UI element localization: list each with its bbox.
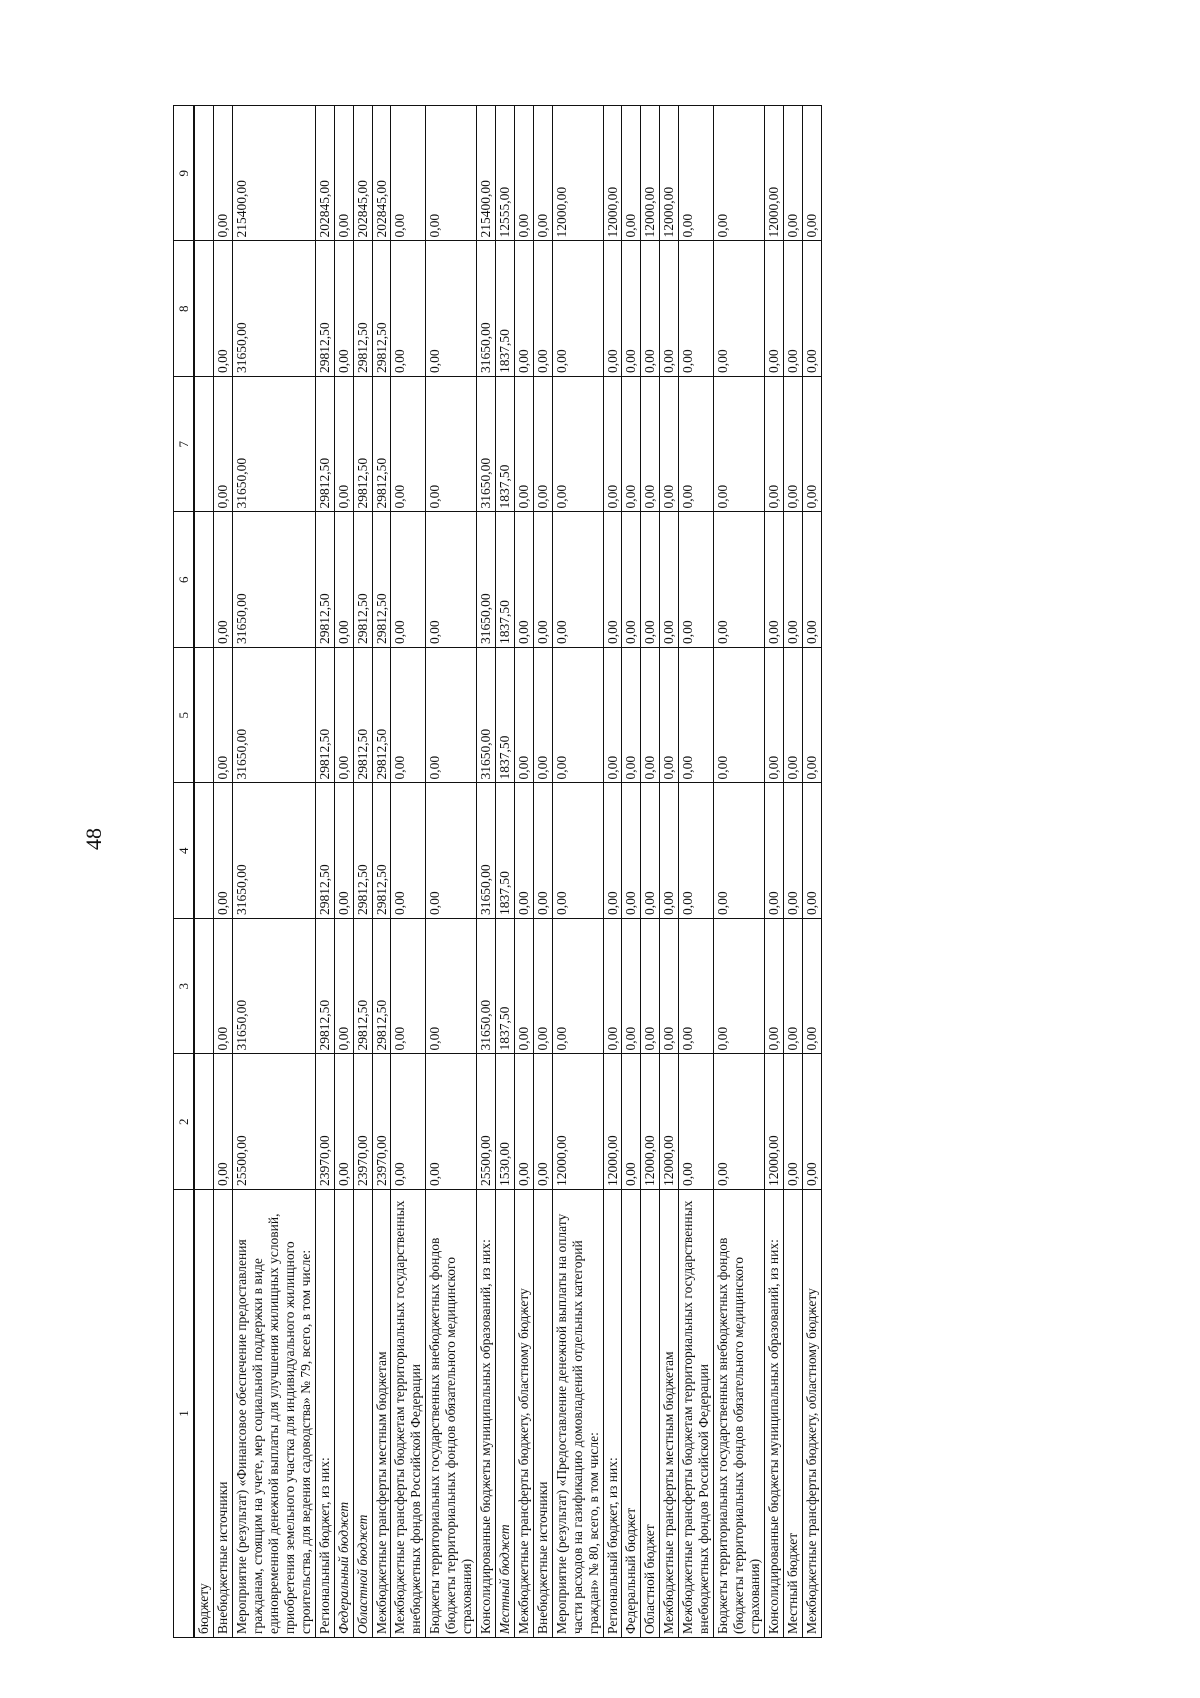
- column-header: 1: [174, 1190, 195, 1638]
- value-cell: 0,00: [622, 1054, 641, 1190]
- value-cell: 0,00: [714, 783, 765, 919]
- value-cell: 31650,00: [233, 512, 316, 648]
- value-cell: 0,00: [641, 241, 660, 377]
- value-cell: 0,00: [660, 648, 679, 784]
- value-cell: 0,00: [533, 106, 552, 242]
- value-cell: 0,00: [533, 512, 552, 648]
- row-label: Мероприятие (результат) «Финансовое обеспечение предоставления гражданам, стоящим на учете, мер социальной поддержки в виде единовременной денежной выплаты для улучшения жилищных условий, приобретения земельного участка для индивидуального жилищного строительства, для ведения садоводства» № 79, всего, в том числе:: [233, 1190, 316, 1638]
- value-cell: 0,00: [533, 919, 552, 1055]
- value-cell: 0,00: [660, 241, 679, 377]
- value-cell: 0,00: [426, 783, 477, 919]
- value-cell: [194, 783, 213, 919]
- value-cell: 0,00: [783, 512, 802, 648]
- value-cell: 0,00: [334, 377, 353, 513]
- table-row: [622, 106, 641, 1638]
- column-header: 7: [174, 377, 195, 513]
- value-cell: 0,00: [391, 648, 426, 784]
- table-row: [391, 106, 426, 1638]
- value-cell: 0,00: [622, 377, 641, 513]
- value-cell: 12000,00: [603, 106, 622, 242]
- value-cell: 0,00: [783, 648, 802, 784]
- value-cell: 31650,00: [477, 648, 496, 784]
- value-cell: 0,00: [603, 648, 622, 784]
- row-label: Внебюджетные источники: [214, 1190, 233, 1638]
- value-cell: 12000,00: [603, 1054, 622, 1190]
- value-cell: 12000,00: [660, 106, 679, 242]
- value-cell: 0,00: [641, 512, 660, 648]
- rotated-table-container: [173, 106, 1098, 1638]
- value-cell: 0,00: [514, 648, 533, 784]
- table-row: [334, 106, 353, 1638]
- value-cell: 0,00: [641, 919, 660, 1055]
- value-cell: 0,00: [622, 106, 641, 242]
- column-header: 3: [174, 919, 195, 1055]
- value-cell: 0,00: [802, 106, 821, 242]
- table-row: [214, 106, 233, 1638]
- value-cell: 23970,00: [315, 1054, 334, 1190]
- value-cell: [194, 512, 213, 648]
- value-cell: 29812,50: [315, 512, 334, 648]
- table-body: [194, 106, 821, 1638]
- value-cell: 202845,00: [315, 106, 334, 242]
- table-row: [233, 106, 316, 1638]
- value-cell: 0,00: [514, 783, 533, 919]
- budget-table: [173, 105, 822, 1638]
- value-cell: 12000,00: [660, 1054, 679, 1190]
- table-row: [533, 106, 552, 1638]
- value-cell: 0,00: [802, 241, 821, 377]
- table-row: [552, 106, 603, 1638]
- table-row: [514, 106, 533, 1638]
- value-cell: 31650,00: [233, 377, 316, 513]
- table-row: [764, 106, 783, 1638]
- row-label: Областной бюджет: [353, 1190, 372, 1638]
- table-row: [496, 106, 515, 1638]
- value-cell: 0,00: [764, 377, 783, 513]
- table-row: [477, 106, 496, 1638]
- value-cell: 29812,50: [353, 241, 372, 377]
- row-label: Областной бюджет: [641, 1190, 660, 1638]
- value-cell: 31650,00: [477, 377, 496, 513]
- value-cell: 0,00: [334, 919, 353, 1055]
- value-cell: 0,00: [783, 919, 802, 1055]
- value-cell: 0,00: [426, 919, 477, 1055]
- value-cell: 12000,00: [641, 1054, 660, 1190]
- value-cell: 0,00: [334, 648, 353, 784]
- value-cell: 29812,50: [353, 377, 372, 513]
- value-cell: 1530,00: [496, 1054, 515, 1190]
- row-label: Местный бюджет: [783, 1190, 802, 1638]
- value-cell: 0,00: [391, 783, 426, 919]
- table-row: [641, 106, 660, 1638]
- value-cell: 0,00: [764, 783, 783, 919]
- value-cell: [194, 919, 213, 1055]
- column-header: 9: [174, 106, 195, 242]
- value-cell: 31650,00: [477, 919, 496, 1055]
- value-cell: 0,00: [679, 241, 714, 377]
- row-label: бюджету: [194, 1190, 213, 1638]
- value-cell: 29812,50: [315, 783, 334, 919]
- value-cell: 29812,50: [372, 648, 391, 784]
- value-cell: 12000,00: [764, 106, 783, 242]
- value-cell: 0,00: [641, 783, 660, 919]
- value-cell: 29812,50: [315, 648, 334, 784]
- value-cell: 0,00: [622, 783, 641, 919]
- value-cell: 0,00: [641, 377, 660, 513]
- value-cell: 0,00: [802, 512, 821, 648]
- row-label: Мероприятие (результат) «Предоставление денежной выплаты на оплату части расходов на газификацию домовладений отдельных категорий граждан» № 80, всего, в том числе:: [552, 1190, 603, 1638]
- value-cell: 0,00: [783, 377, 802, 513]
- row-label: Бюджеты территориальных государственных внебюджетных фондов (бюджеты территориальных фондов обязательного медицинского страхования): [714, 1190, 765, 1638]
- value-cell: 0,00: [426, 1054, 477, 1190]
- value-cell: 31650,00: [477, 783, 496, 919]
- value-cell: 0,00: [391, 241, 426, 377]
- row-label: Межбюджетные трансферты бюджетам территориальных государственных внебюджетных фондов Российской Федерации: [391, 1190, 426, 1638]
- value-cell: 0,00: [214, 783, 233, 919]
- value-cell: 0,00: [334, 783, 353, 919]
- value-cell: 1837,50: [496, 648, 515, 784]
- value-cell: 0,00: [391, 1054, 426, 1190]
- value-cell: 0,00: [714, 106, 765, 242]
- table-row: [714, 106, 765, 1638]
- row-label: Внебюджетные источники: [533, 1190, 552, 1638]
- table-row: [603, 106, 622, 1638]
- value-cell: 0,00: [679, 377, 714, 513]
- row-label: Межбюджетные трансферты бюджетам территориальных государственных внебюджетных фондов Российской Федерации: [679, 1190, 714, 1638]
- value-cell: 0,00: [679, 919, 714, 1055]
- row-label: Консолидированные бюджеты муниципальных образований, из них:: [764, 1190, 783, 1638]
- value-cell: 31650,00: [233, 783, 316, 919]
- value-cell: 0,00: [426, 377, 477, 513]
- table-row: [426, 106, 477, 1638]
- row-label: Местный бюджет: [496, 1190, 515, 1638]
- value-cell: 29812,50: [315, 377, 334, 513]
- value-cell: [194, 377, 213, 513]
- value-cell: 215400,00: [477, 106, 496, 242]
- value-cell: 0,00: [603, 241, 622, 377]
- value-cell: 0,00: [679, 106, 714, 242]
- value-cell: [194, 106, 213, 242]
- value-cell: 0,00: [334, 241, 353, 377]
- row-label: Межбюджетные трансферты бюджету, областному бюджету: [514, 1190, 533, 1638]
- value-cell: 29812,50: [353, 648, 372, 784]
- value-cell: 0,00: [426, 512, 477, 648]
- value-cell: 0,00: [533, 377, 552, 513]
- value-cell: 0,00: [622, 512, 641, 648]
- value-cell: 0,00: [514, 377, 533, 513]
- value-cell: 0,00: [426, 648, 477, 784]
- row-label: Федеральный бюджет: [334, 1190, 353, 1638]
- value-cell: 0,00: [533, 648, 552, 784]
- row-label: Межбюджетные трансферты местным бюджетам: [660, 1190, 679, 1638]
- value-cell: [194, 1054, 213, 1190]
- value-cell: 0,00: [514, 1054, 533, 1190]
- value-cell: 0,00: [783, 783, 802, 919]
- value-cell: 29812,50: [372, 512, 391, 648]
- value-cell: 29812,50: [353, 783, 372, 919]
- value-cell: 0,00: [679, 512, 714, 648]
- value-cell: 1837,50: [496, 241, 515, 377]
- value-cell: 0,00: [660, 783, 679, 919]
- table-row: [372, 106, 391, 1638]
- table-row: [679, 106, 714, 1638]
- value-cell: 202845,00: [353, 106, 372, 242]
- value-cell: 29812,50: [315, 919, 334, 1055]
- value-cell: 0,00: [714, 512, 765, 648]
- value-cell: 0,00: [552, 377, 603, 513]
- value-cell: 29812,50: [372, 783, 391, 919]
- value-cell: 0,00: [660, 919, 679, 1055]
- value-cell: 0,00: [552, 512, 603, 648]
- value-cell: 0,00: [603, 512, 622, 648]
- column-header: 6: [174, 512, 195, 648]
- value-cell: 0,00: [660, 512, 679, 648]
- value-cell: 0,00: [552, 783, 603, 919]
- value-cell: 0,00: [714, 377, 765, 513]
- table-row: [315, 106, 334, 1638]
- value-cell: 0,00: [391, 377, 426, 513]
- row-label: Бюджеты территориальных государственных внебюджетных фондов (бюджеты территориальных фондов обязательного медицинского страхования): [426, 1190, 477, 1638]
- value-cell: 29812,50: [353, 919, 372, 1055]
- value-cell: 0,00: [783, 241, 802, 377]
- value-cell: 0,00: [641, 648, 660, 784]
- value-cell: 0,00: [514, 919, 533, 1055]
- value-cell: 29812,50: [353, 512, 372, 648]
- value-cell: 0,00: [533, 783, 552, 919]
- value-cell: 0,00: [214, 919, 233, 1055]
- value-cell: 31650,00: [477, 241, 496, 377]
- value-cell: 0,00: [391, 512, 426, 648]
- column-header: 5: [174, 648, 195, 784]
- value-cell: 0,00: [714, 919, 765, 1055]
- value-cell: 0,00: [214, 1054, 233, 1190]
- value-cell: 23970,00: [372, 1054, 391, 1190]
- table-row: [783, 106, 802, 1638]
- value-cell: 31650,00: [233, 241, 316, 377]
- value-cell: 0,00: [426, 106, 477, 242]
- table-header-row: [174, 106, 195, 1638]
- value-cell: 0,00: [714, 648, 765, 784]
- value-cell: 0,00: [802, 1054, 821, 1190]
- value-cell: 12000,00: [764, 1054, 783, 1190]
- value-cell: 0,00: [714, 1054, 765, 1190]
- value-cell: 0,00: [802, 919, 821, 1055]
- value-cell: 0,00: [679, 648, 714, 784]
- value-cell: 0,00: [552, 241, 603, 377]
- value-cell: 0,00: [764, 648, 783, 784]
- value-cell: 0,00: [802, 783, 821, 919]
- value-cell: 0,00: [802, 377, 821, 513]
- column-header: 2: [174, 1054, 195, 1190]
- value-cell: 0,00: [622, 241, 641, 377]
- value-cell: 31650,00: [233, 648, 316, 784]
- row-label: Региональный бюджет, из них:: [603, 1190, 622, 1638]
- value-cell: 0,00: [714, 241, 765, 377]
- value-cell: 0,00: [214, 377, 233, 513]
- value-cell: 12000,00: [552, 106, 603, 242]
- value-cell: 1837,50: [496, 783, 515, 919]
- value-cell: 0,00: [391, 919, 426, 1055]
- value-cell: 0,00: [679, 1054, 714, 1190]
- value-cell: 12555,00: [496, 106, 515, 242]
- value-cell: 0,00: [603, 377, 622, 513]
- value-cell: 12000,00: [552, 1054, 603, 1190]
- value-cell: 0,00: [514, 512, 533, 648]
- value-cell: 0,00: [334, 512, 353, 648]
- value-cell: 0,00: [764, 241, 783, 377]
- value-cell: 0,00: [514, 241, 533, 377]
- value-cell: 0,00: [334, 1054, 353, 1190]
- value-cell: 0,00: [552, 919, 603, 1055]
- value-cell: 0,00: [214, 241, 233, 377]
- column-header: 4: [174, 783, 195, 919]
- value-cell: 0,00: [622, 648, 641, 784]
- value-cell: 0,00: [603, 919, 622, 1055]
- table-row: [194, 106, 213, 1638]
- row-label: Консолидированные бюджеты муниципальных образований, из них:: [477, 1190, 496, 1638]
- value-cell: 0,00: [426, 241, 477, 377]
- table-row: [802, 106, 821, 1638]
- value-cell: 29812,50: [315, 241, 334, 377]
- value-cell: 0,00: [533, 1054, 552, 1190]
- value-cell: 1837,50: [496, 512, 515, 648]
- value-cell: 0,00: [334, 106, 353, 242]
- value-cell: 0,00: [552, 648, 603, 784]
- value-cell: [194, 241, 213, 377]
- value-cell: 25500,00: [477, 1054, 496, 1190]
- value-cell: 215400,00: [233, 106, 316, 242]
- row-label: Федеральный бюджет: [622, 1190, 641, 1638]
- value-cell: 0,00: [764, 512, 783, 648]
- value-cell: 29812,50: [372, 919, 391, 1055]
- value-cell: 0,00: [783, 1054, 802, 1190]
- column-header: 8: [174, 241, 195, 377]
- table-row: [660, 106, 679, 1638]
- value-cell: 1837,50: [496, 919, 515, 1055]
- value-cell: 0,00: [622, 919, 641, 1055]
- value-cell: 0,00: [679, 783, 714, 919]
- row-label: Межбюджетные трансферты местным бюджетам: [372, 1190, 391, 1638]
- value-cell: 25500,00: [233, 1054, 316, 1190]
- value-cell: 0,00: [533, 241, 552, 377]
- table-row: [353, 106, 372, 1638]
- row-label: Региональный бюджет, из них:: [315, 1190, 334, 1638]
- value-cell: 31650,00: [477, 512, 496, 648]
- value-cell: 0,00: [802, 648, 821, 784]
- value-cell: 1837,50: [496, 377, 515, 513]
- value-cell: 31650,00: [233, 919, 316, 1055]
- value-cell: 23970,00: [353, 1054, 372, 1190]
- row-label: Межбюджетные трансферты бюджету, областному бюджету: [802, 1190, 821, 1638]
- value-cell: 29812,50: [372, 241, 391, 377]
- value-cell: 0,00: [214, 648, 233, 784]
- page-number: 48: [81, 828, 106, 850]
- value-cell: 0,00: [764, 919, 783, 1055]
- value-cell: 0,00: [514, 106, 533, 242]
- value-cell: 0,00: [660, 377, 679, 513]
- value-cell: [194, 648, 213, 784]
- value-cell: 0,00: [214, 512, 233, 648]
- value-cell: 0,00: [214, 106, 233, 242]
- value-cell: 0,00: [391, 106, 426, 242]
- value-cell: 0,00: [783, 106, 802, 242]
- value-cell: 29812,50: [372, 377, 391, 513]
- value-cell: 202845,00: [372, 106, 391, 242]
- value-cell: 12000,00: [641, 106, 660, 242]
- value-cell: 0,00: [603, 783, 622, 919]
